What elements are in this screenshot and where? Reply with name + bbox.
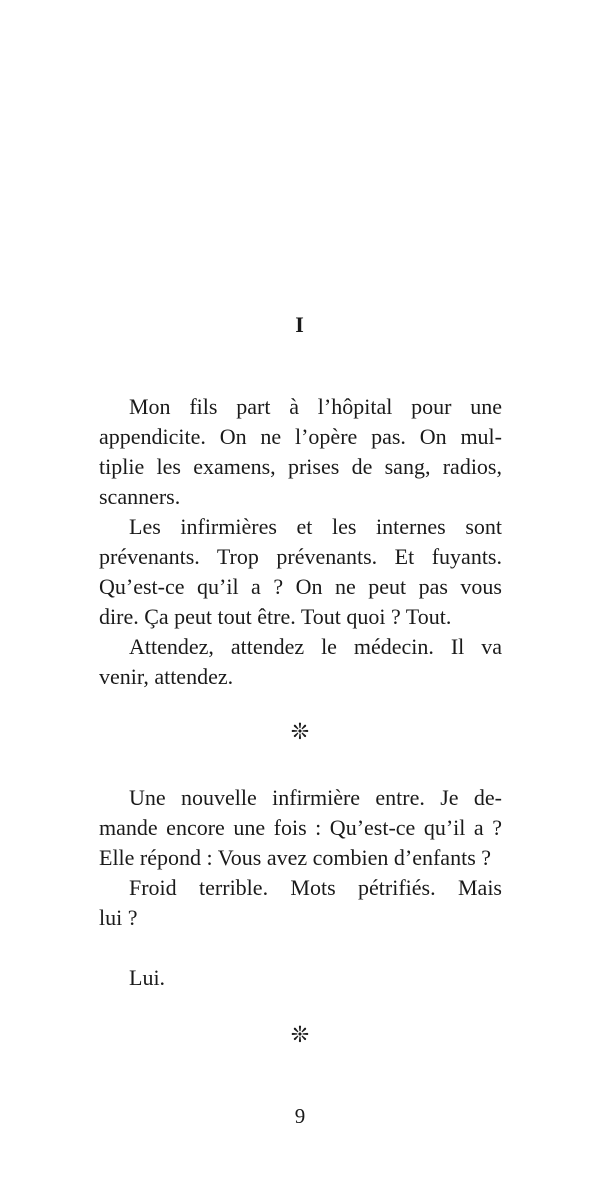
text-line: Qu’est-ce qu’il a ? On ne peut pas vous xyxy=(99,574,502,599)
text-line: Mon fils part à l’hôpital pour une xyxy=(129,394,502,419)
section-break-ornament: ❊ xyxy=(290,1023,310,1048)
text-line: Une nouvelle infirmière entre. Je de- xyxy=(129,785,502,810)
text-section-1 xyxy=(99,392,502,692)
text-line: mande encore une fois : Qu’est-ce qu’il a ? xyxy=(99,815,502,840)
text-line: dire. Ça peut tout être. Tout quoi ? Tout. xyxy=(99,604,452,629)
text-line: venir, attendez. xyxy=(99,664,234,689)
text-section-3 xyxy=(99,963,502,993)
text-line: Les infirmières et les internes sont xyxy=(129,514,502,539)
text-line: appendicite. On ne l’opère pas. On mul- xyxy=(99,424,502,449)
paragraph xyxy=(99,632,502,692)
text-line: lui ? xyxy=(99,905,138,930)
text-line: tiplie les examens, prises de sang, radios, xyxy=(99,454,502,479)
chapter-title: I xyxy=(295,312,305,337)
paragraph xyxy=(99,783,502,873)
section-break-ornament: ❊ xyxy=(290,720,310,745)
paragraph xyxy=(99,873,502,933)
text-section-2 xyxy=(99,783,502,933)
paragraph xyxy=(99,512,502,632)
page-number: 9 xyxy=(294,1104,306,1128)
text-line: Elle répond : Vous avez combien d’enfants ? xyxy=(99,845,492,870)
text-line: prévenants. Trop prévenants. Et fuyants. xyxy=(99,544,502,569)
text-line: Attendez, attendez le médecin. Il va xyxy=(129,634,502,659)
paragraph xyxy=(99,963,502,993)
text-line: Lui. xyxy=(129,965,166,990)
paragraph xyxy=(99,392,502,512)
text-line: scanners. xyxy=(99,484,181,509)
text-line: Froid terrible. Mots pétrifiés. Mais xyxy=(129,875,502,900)
